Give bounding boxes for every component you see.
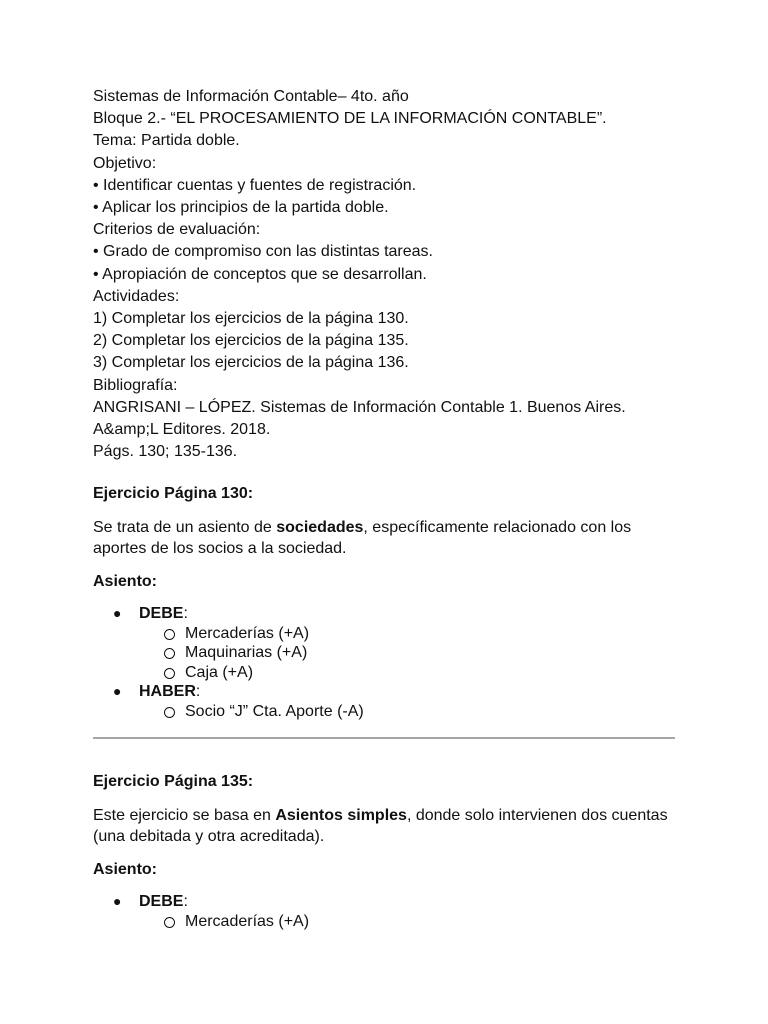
section-divider	[93, 737, 675, 739]
bibliography-heading: Bibliografía:	[93, 376, 178, 394]
debe-accounts	[139, 912, 693, 932]
haber-item: ● HABER: Socio “J” Cta. Aporte (-A)	[93, 682, 693, 721]
exercise-135-title: Ejercicio Página 135:	[93, 773, 254, 791]
debe-item: ● DEBE: Mercaderías (+A)	[93, 892, 693, 931]
criteria-item: • Grado de compromiso con las distintas tareas.	[93, 243, 433, 261]
circle-bullet-icon	[164, 707, 175, 718]
exercise-135-intro: Este ejercicio se basa en Asientos simples, donde solo intervienen dos cuentas (una debitada y otra acreditada).	[93, 807, 668, 846]
bullet-icon: ●	[113, 683, 122, 700]
exercise-130-asiento-label: Asiento:	[93, 573, 157, 591]
haber-label: HABER	[139, 683, 196, 701]
criteria-heading: Criterios de evaluación:	[93, 221, 261, 239]
exercise-130-intro: Se trata de un asiento de sociedades, específicamente relacionado con los aportes de los socios a la sociedad.	[93, 519, 632, 558]
exercise-130-title: Ejercicio Página 130:	[93, 485, 254, 503]
bullet-icon: ●	[113, 605, 122, 622]
debe-label: DEBE	[139, 893, 184, 911]
objective-item: • Aplicar los principios de la partida doble.	[93, 199, 389, 217]
topic-line: Tema: Partida doble.	[93, 132, 240, 150]
course-title: Sistemas de Información Contable– 4to. año	[93, 88, 409, 105]
account-item: Mercaderías (+A)	[139, 912, 693, 932]
block-title: Bloque 2.- “EL PROCESAMIENTO DE LA INFORMACIÓN CONTABLE”.	[93, 110, 607, 128]
exercise-135-entry-list	[93, 892, 693, 931]
criteria-item: • Apropiación de conceptos que se desarrollan.	[93, 265, 427, 283]
activity-item: 2) Completar los ejercicios de la página 135.	[93, 332, 409, 350]
haber-accounts	[139, 702, 693, 722]
activity-item: 1) Completar los ejercicios de la página 130.	[93, 310, 409, 328]
debe-accounts	[139, 624, 693, 683]
exercise-135-asiento-label: Asiento:	[93, 861, 157, 879]
account-item: Socio “J” Cta. Aporte (-A)	[139, 702, 693, 722]
account-item: Caja (+A)	[139, 663, 693, 683]
circle-bullet-icon	[164, 668, 175, 679]
document-page	[93, 86, 693, 931]
debe-item: ● DEBE: Mercaderías (+A) Maquinarias (+A) Caja (+A)	[93, 604, 693, 682]
circle-bullet-icon	[164, 629, 175, 640]
debe-label: DEBE	[139, 605, 184, 623]
bibliography-pages: Págs. 130; 135-136.	[93, 443, 238, 461]
objective-item: • Identificar cuentas y fuentes de registración.	[93, 176, 417, 194]
bibliography-entry: ANGRISANI – LÓPEZ. Sistemas de Información Contable 1. Buenos Aires. A&amp;L Editores. 2018.	[93, 398, 626, 439]
activity-item: 3) Completar los ejercicios de la página 136.	[93, 354, 409, 372]
bullet-icon: ●	[113, 893, 122, 910]
account-item: Maquinarias (+A)	[139, 643, 693, 663]
exercise-130-entry-list	[93, 604, 693, 721]
circle-bullet-icon	[164, 917, 175, 928]
circle-bullet-icon	[164, 648, 175, 659]
account-item: Mercaderías (+A)	[139, 624, 693, 644]
objective-heading: Objetivo:	[93, 154, 157, 172]
header-block	[93, 86, 693, 463]
activities-heading: Actividades:	[93, 287, 180, 305]
